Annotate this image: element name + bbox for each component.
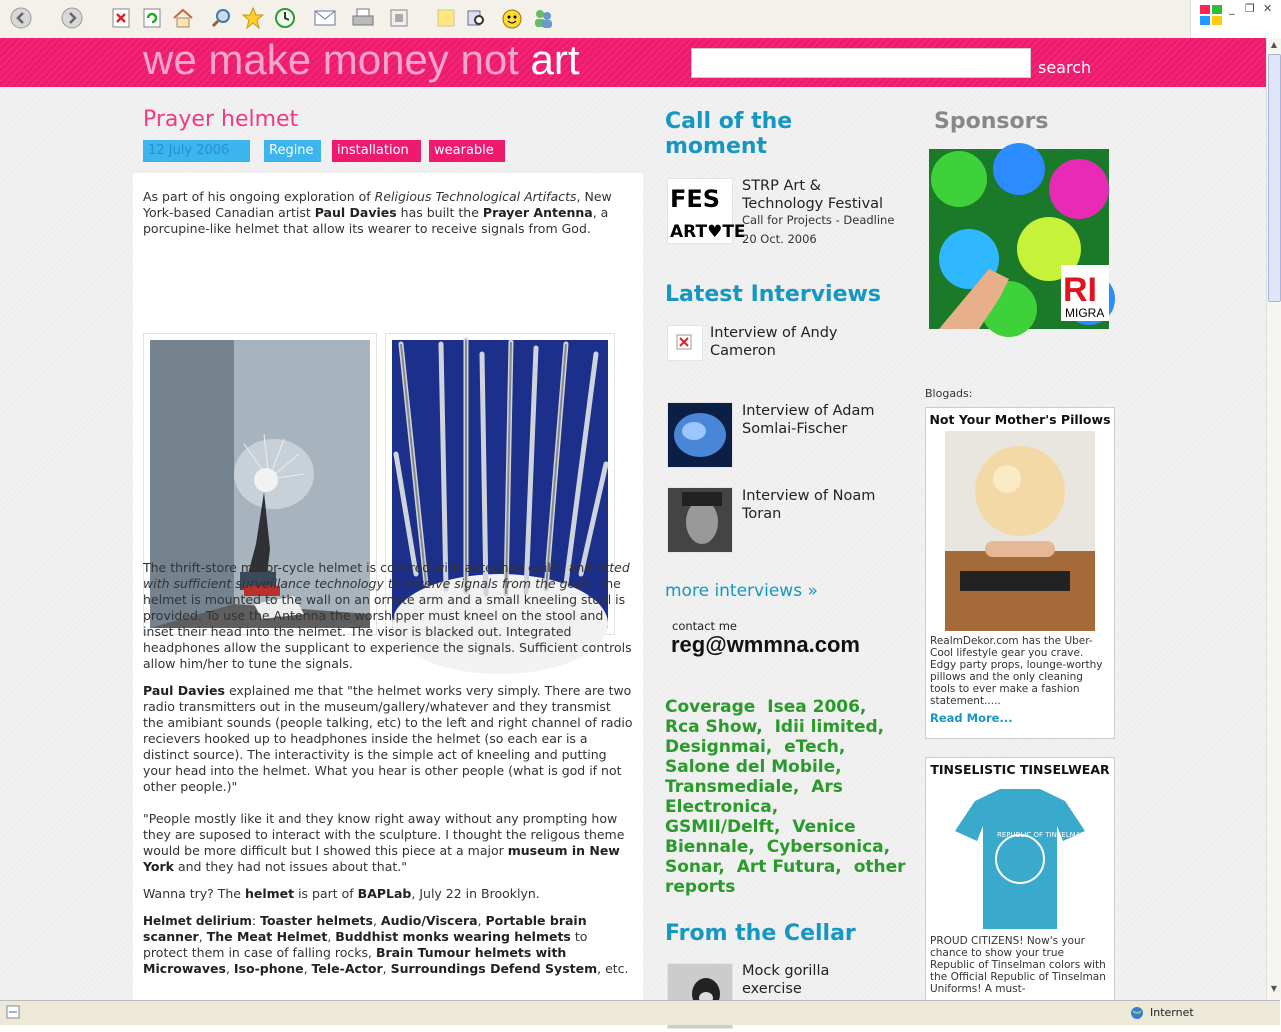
text-emphasis: Religious Technological Artifacts [374, 189, 577, 204]
search-button[interactable]: search [1038, 58, 1092, 77]
museum-link[interactable]: museum in New York [143, 843, 620, 874]
blogads-label: Blogads: [925, 387, 973, 400]
related-link[interactable]: The Meat Helmet [206, 929, 328, 944]
coverage-link[interactable]: Ars Electronica, [665, 777, 843, 817]
coverage-link[interactable]: Cybersonica, [766, 837, 891, 857]
blogad-tinselwear-image[interactable] [945, 781, 1095, 931]
stop-icon[interactable] [109, 6, 133, 30]
blogad-tinselwear-title[interactable]: TINSELISTIC TINSELWEAR [930, 762, 1110, 777]
search-icon[interactable] [209, 6, 233, 30]
text: . The helmet is mounted to the wall on an ornate arm and a small kneeling stool is provided. To use the Antenna the worshipper must kneel on the stool and inset their head into the helmet. The visor is blacked out. Integrated headphones allow the supplicant to experience the signals. Sufficient controls allow him/her to tune the signals. [143, 576, 632, 671]
refresh-icon[interactable] [140, 6, 164, 30]
text: and they had not issues about that." [173, 859, 408, 874]
svg-text:ART♥TE: ART♥TE [670, 222, 746, 242]
coverage-link[interactable]: Art Futura, [736, 857, 842, 877]
window-controls [1190, 0, 1281, 38]
related-link[interactable]: Buddhist monks wearing helmets [335, 929, 571, 944]
text: to protect them in case of falling rocks, [143, 929, 588, 960]
text: The thrift-store motor-cycle helmet is covered with antennae quills, and [143, 560, 597, 575]
more-interviews-link[interactable]: more interviews » [665, 581, 818, 601]
from-the-cellar-title: From the Cellar [665, 921, 856, 946]
minimize-icon[interactable]: _ [1229, 2, 1235, 15]
call-item-subtitle: Call for Projects - Deadline 20 Oct. 2006 [742, 213, 895, 246]
cellar-item-link[interactable]: Mock gorilla exercise [742, 963, 830, 997]
artist-link[interactable]: Paul Davies [143, 683, 225, 698]
edit-icon[interactable] [387, 6, 411, 30]
text: is part of [294, 886, 358, 901]
scrollbar-thumb[interactable] [1268, 54, 1281, 302]
post-title[interactable]: Prayer helmet [143, 107, 299, 132]
coverage-link[interactable]: Coverage [665, 697, 756, 717]
related-link[interactable]: Brain Tumour helmets with Microwaves [143, 945, 567, 976]
globe-icon [1130, 1006, 1144, 1023]
logo-bold-text: art [530, 36, 580, 83]
close-icon[interactable]: ✕ [1263, 2, 1273, 15]
coverage-link[interactable]: Venice Biennale, [665, 817, 856, 857]
text: Wanna try? The [143, 886, 245, 901]
post-paragraph-6: Helmet delirium: Toaster helmets, Audio/Viscera, Portable brain scanner, The Meat Helmet, Buddhist monks wearing helmets to protect them in case of falling rocks, Brain Tumour helmets with Microwaves, Iso-phone, Tele-Actor, Surroundings Defend System, etc. [143, 913, 629, 976]
related-link[interactable]: Toaster helmets [260, 913, 373, 928]
coverage-link[interactable]: Isea 2006, [767, 697, 867, 717]
blogad-pillows[interactable] [925, 407, 1115, 739]
text: has built the [396, 205, 483, 220]
sponsor-banner-text: RI [1063, 271, 1097, 309]
restore-icon[interactable]: ❐ [1245, 2, 1255, 15]
coverage-link[interactable]: Idii limited, [774, 717, 885, 737]
call-item-title[interactable]: STRP Art & Technology Festival [742, 178, 884, 212]
strp-festival-thumb[interactable] [667, 178, 746, 244]
text: , a porcupine-like helmet that allow its wearer to receive signals from God. [143, 205, 609, 236]
vertical-scrollbar[interactable] [1266, 38, 1281, 1000]
text: , July 22 in Brooklyn. [411, 886, 540, 901]
blogad-tinselwear[interactable] [925, 757, 1115, 1019]
related-link[interactable]: Iso-phone [233, 961, 304, 976]
latest-interviews-title: Latest Interviews [665, 282, 881, 307]
coverage-link[interactable]: Designmai, [665, 737, 773, 757]
page-content [0, 87, 1266, 1000]
text-emphasis: fitted with sufficient surveillance technology to receive signals from the gods [143, 560, 630, 591]
post-body [133, 173, 643, 1013]
interview-thumb-3[interactable] [667, 487, 733, 553]
interview-link-1[interactable]: Interview of Andy Cameron [710, 325, 838, 359]
security-zone-label: Internet [1150, 1006, 1194, 1019]
research-icon[interactable] [464, 6, 488, 30]
post-paragraph-5 [143, 886, 633, 902]
text: , etc. [597, 961, 629, 976]
text: As part of his ongoing exploration of [143, 189, 375, 204]
baplab-link[interactable]: BAPLab [357, 886, 412, 901]
call-of-moment-title: Call of the moment [665, 109, 793, 159]
messenger-icon[interactable] [500, 6, 524, 30]
coverage-link[interactable]: Rca Show, [665, 717, 763, 737]
broken-image-icon[interactable] [667, 325, 703, 361]
site-logo[interactable] [143, 38, 580, 82]
related-link[interactable]: Portable brain scanner [143, 913, 587, 944]
text: : [251, 913, 261, 928]
contact-email[interactable]: reg@wmmna.com [671, 632, 860, 657]
sponsor-banner-subtext: MIGRA [1065, 306, 1105, 320]
print-icon[interactable] [351, 6, 375, 30]
post-paragraph-3 [143, 683, 633, 795]
windows-logo-icon [1199, 4, 1223, 26]
browser-toolbar [0, 0, 1190, 39]
coverage-link[interactable]: other reports [665, 857, 906, 897]
category-tag-installation[interactable]: installation [332, 140, 421, 162]
sponsor-banner[interactable] [929, 149, 1109, 329]
post-paragraph-4 [143, 811, 633, 875]
scroll-down-icon[interactable]: ▼ [1270, 984, 1278, 993]
related-link[interactable]: Audio/Viscera [380, 913, 478, 928]
category-tag-wearable[interactable]: wearable [429, 140, 505, 162]
helmet-link[interactable]: helmet [244, 886, 295, 901]
note-icon[interactable] [434, 6, 458, 30]
coverage-list [665, 697, 910, 897]
sponsor-banner-image [929, 149, 1109, 329]
interview-link-2[interactable]: Interview of Adam Somlai-Fischer [742, 403, 875, 437]
text: , New York-based Canadian artist [143, 189, 612, 220]
blogad-pillows-text: RealmDekor.com has the Uber-Cool lifestyle gear you crave. Edgy party props, lounge-worthy pillows and the only cleaning tools to ever make a fashion statement..... [930, 635, 1103, 707]
sponsors-title: Sponsors [934, 109, 1049, 134]
related-link[interactable]: Surroundings Defend System [390, 961, 598, 976]
interview-link-3[interactable]: Interview of Noam Toran [742, 488, 876, 522]
search-input[interactable] [691, 48, 1031, 78]
contacts-icon[interactable] [531, 6, 555, 30]
status-bar [0, 1000, 1280, 1025]
logo-light-text: we make money not [143, 36, 519, 83]
strp-logo-image [668, 179, 746, 243]
coverage-link[interactable]: Salone del Mobile, [665, 757, 842, 777]
svg-text:FES: FES [670, 185, 721, 213]
contact-label: contact me [672, 619, 737, 633]
coverage-link[interactable]: eTech, [784, 737, 846, 757]
blogad-pillows-image[interactable] [945, 431, 1095, 631]
page-status-icon [6, 1005, 20, 1022]
coverage-link[interactable]: Transmediale, [665, 777, 800, 797]
portrait-image [668, 488, 732, 552]
brain-image [668, 403, 732, 467]
author-tag[interactable]: Regine [264, 140, 321, 162]
favorites-icon[interactable] [241, 6, 265, 30]
coverage-link[interactable]: GSMII/Delft, [665, 817, 781, 837]
related-link[interactable]: Tele-Actor [311, 961, 383, 976]
site-header [0, 38, 1266, 87]
back-icon[interactable] [9, 6, 33, 30]
blogad-pillows-title[interactable]: Not Your Mother's Pillows [929, 412, 1111, 427]
related-label: Helmet delirium [143, 914, 252, 928]
post-date-tag[interactable]: 12 July 2006 [143, 140, 250, 162]
home-icon[interactable] [171, 6, 195, 30]
coverage-link[interactable]: Sonar, [665, 857, 725, 877]
blogad-tinselwear-text: PROUD CITIZENS! Now's your chance to show your true Republic of Tinselman colors with the Official Republic of Tinselman Uniforms! A must- [930, 935, 1106, 995]
forward-icon[interactable] [60, 6, 84, 30]
post-paragraph-2 [143, 560, 633, 672]
work-link[interactable]: Prayer Antenna [482, 205, 593, 220]
mail-icon[interactable] [313, 6, 337, 30]
post-paragraph-1 [143, 189, 633, 237]
text: explained me that "the helmet works very simply. There are two radio transmitters out in the museum/gallery/whatever and they transmist the amibiant sounds (people talking, etc) to the left and right channel of radio recievers hooked up to headphones inside the helmet (so each ear is a distinct source). The interactivity is the simple act of kneeling and putting your head into the helmet. What you hear is other people (what is god if not other people.)" [143, 683, 633, 794]
blogad-pillows-read-more[interactable]: Read More... [930, 711, 1013, 725]
interview-thumb-2[interactable] [667, 402, 733, 468]
text: "People mostly like it and they know right away without any prompting how they are suposed to interact with the sculpture. I thought the religous theme would be more difficult but I showed this piece at a major [143, 811, 625, 858]
history-icon[interactable] [273, 6, 297, 30]
tshirt-print-text: REPUBLIC OF TINSELMAN [997, 831, 1086, 839]
scroll-up-icon[interactable]: ▲ [1270, 40, 1278, 49]
artist-link[interactable]: Paul Davies [314, 205, 397, 220]
